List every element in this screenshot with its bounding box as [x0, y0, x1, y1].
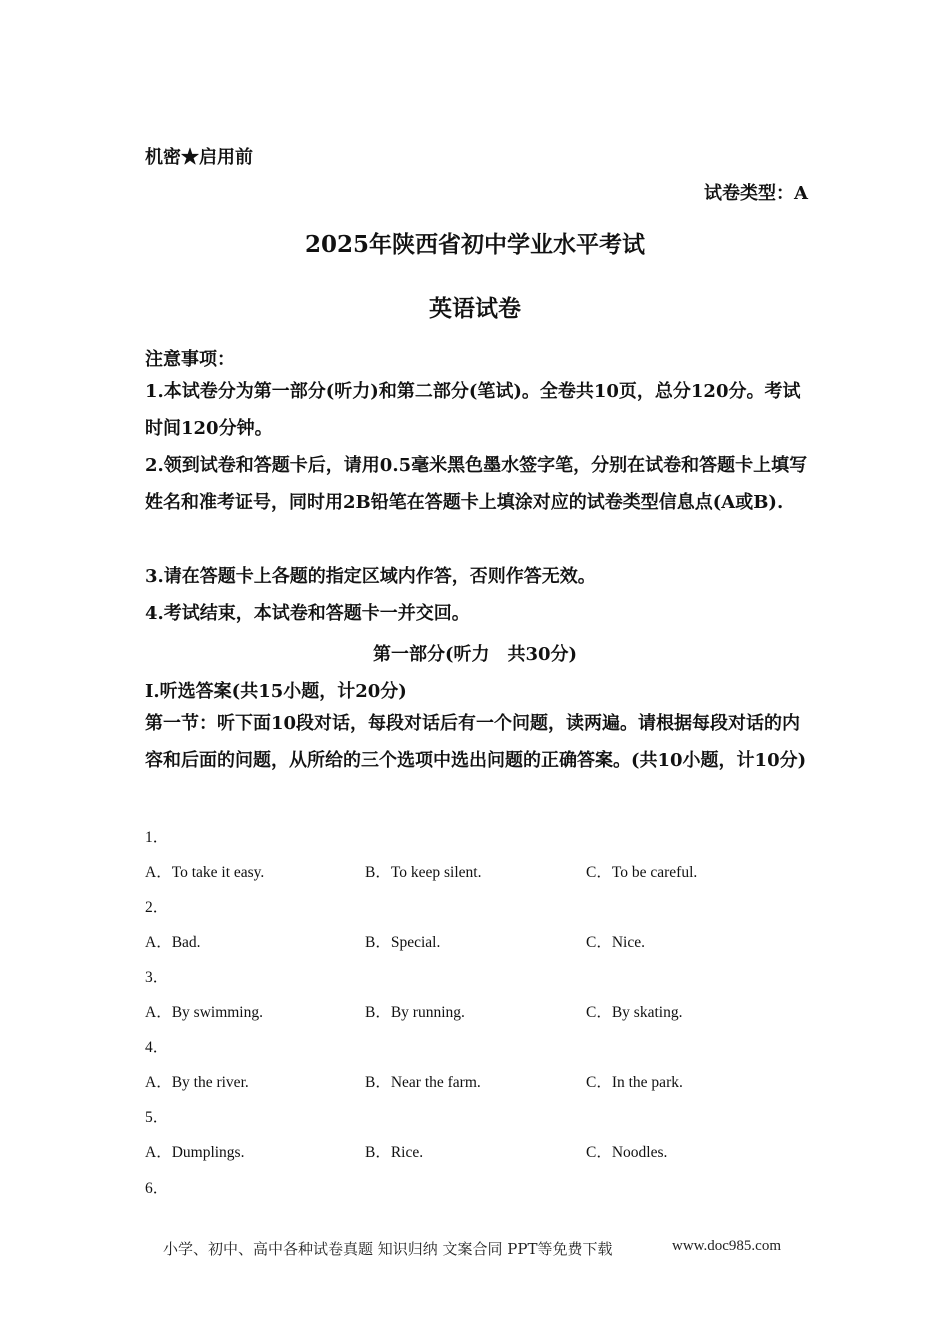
section-instruction: 第一节：听下面10段对话，每段对话后有一个问题，读两遍。请根据每段对话的内容和后面的问题，从所给的三个选项中选出问题的正确答案。(共10小题，计10分) — [145, 713, 807, 771]
option-a: A．By swimming. — [145, 1004, 263, 1021]
footer-url[interactable]: www.doc985.com — [672, 1238, 782, 1254]
option-b: B．Rice. — [365, 1144, 424, 1161]
option-b: B．To keep silent. — [365, 864, 482, 881]
question-number: 4． — [145, 1039, 169, 1056]
part1-heading: 第一部分(听力 共30分) — [372, 644, 578, 665]
question-number: 3． — [145, 969, 169, 986]
section-heading: I.听选答案(共15小题，计20分) — [145, 681, 407, 702]
option-a: A．Dumplings. — [145, 1144, 245, 1161]
question-number: 5． — [145, 1109, 169, 1126]
confidential-label: 机密★启用前 — [145, 147, 253, 168]
footer-text: 小学、初中、高中各种试卷真题 知识归纳 文案合同 PPT等免费下载 — [163, 1240, 613, 1258]
exam-subtitle: 英语试卷 — [429, 295, 521, 322]
option-c: C．In the park. — [586, 1074, 683, 1091]
option-c: C．To be careful. — [586, 864, 698, 881]
option-a: A．To take it easy. — [145, 864, 265, 881]
note-item-1: 1.本试卷分为第一部分(听力)和第二部分(笔试)。全卷共10页，总分120分。考试时间120分钟。 — [145, 381, 801, 439]
question-number: 2． — [145, 899, 169, 916]
question-number: 1． — [145, 829, 169, 846]
option-c: C．By skating. — [586, 1004, 683, 1021]
option-b: B．Special. — [365, 934, 441, 951]
note-item-3: 3.请在答题卡上各题的指定区域内作答，否则作答无效。 — [145, 566, 596, 587]
option-b: B．Near the farm. — [365, 1074, 481, 1091]
option-a: A．Bad. — [145, 934, 201, 951]
question-number: 6． — [145, 1180, 169, 1197]
note-item-2: 2.领到试卷和答题卡后，请用0.5毫米黑色墨水签字笔，分别在试卷和答题卡上填写姓名和准考证号，同时用2B铅笔在答题卡上填涂对应的试卷类型信息点(A或B). — [145, 455, 808, 513]
option-a: A．By the river. — [145, 1074, 249, 1091]
option-c: C．Nice. — [586, 934, 645, 951]
option-c: C．Noodles. — [586, 1144, 668, 1161]
note-item-4: 4.考试结束，本试卷和答题卡一并交回。 — [145, 603, 470, 624]
option-b: B．By running. — [365, 1004, 465, 1021]
exam-title: 2025年陕西省初中学业水平考试 — [304, 231, 645, 258]
notes-heading: 注意事项： — [145, 349, 235, 370]
paper-type-label: 试卷类型：A — [704, 183, 808, 204]
